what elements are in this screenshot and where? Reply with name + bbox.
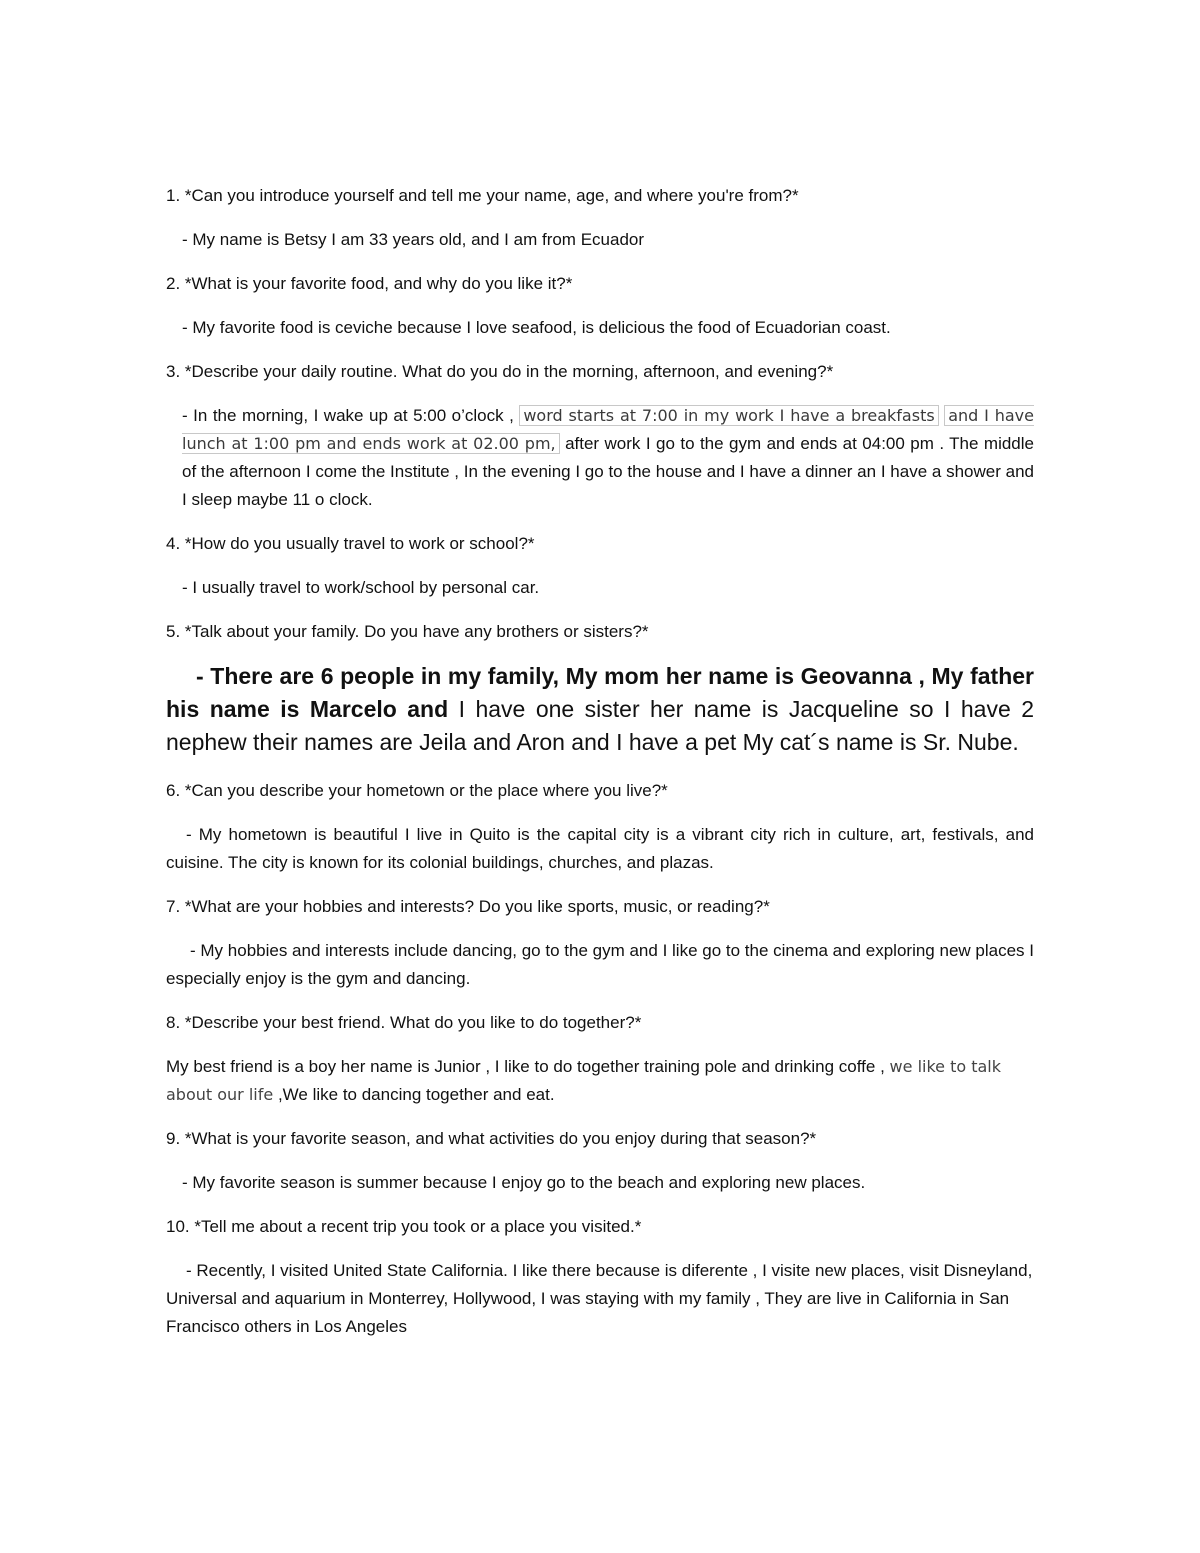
- answer-3: [166, 402, 1034, 514]
- answer-8-part-1: My best friend is a boy her name is Junior , I like to do together training pole and drinking coffe ,: [166, 1057, 885, 1076]
- answer-10-text: - Recently, I visited United State California. I like there because is diferente , I visite new places, visit Disneyland, Universal and aquarium in Monterrey, Hollywood, I was staying with my family , They are live in California in San Francisco others in Los Angeles: [166, 1261, 1033, 1336]
- answer-6: [166, 821, 1034, 877]
- answer-2: - My favorite food is ceviche because I love seafood, is delicious the food of Ecuadorian coast.: [182, 318, 891, 337]
- question-6: 6. *Can you describe your hometown or the place where you live?*: [166, 781, 668, 800]
- question-3: 3. *Describe your daily routine. What do you do in the morning, afternoon, and evening?*: [166, 362, 834, 381]
- question-2: 2. *What is your favorite food, and why do you like it?*: [166, 274, 573, 293]
- question-4: 4. *How do you usually travel to work or school?*: [166, 534, 535, 553]
- question-9: 9. *What is your favorite season, and what activities do you enjoy during that season?*: [166, 1129, 817, 1148]
- document-body: [166, 182, 1034, 1357]
- answer-4: - I usually travel to work/school by personal car.: [182, 578, 540, 597]
- answer-5-bold-part: - There are 6 people in my family, My mom her name is Geovanna , My father his name is Marcelo and: [166, 663, 1034, 722]
- answer-5: [166, 660, 1034, 759]
- answer-8-highlight: we like to talk about our life: [166, 1057, 1002, 1104]
- question-10: 10. *Tell me about a recent trip you took or a place you visited.*: [166, 1217, 642, 1236]
- answer-1: - My name is Betsy I am 33 years old, and I am from Ecuador: [182, 230, 645, 249]
- answer-7: [166, 937, 1034, 993]
- question-5: 5. *Talk about your family. Do you have any brothers or sisters?*: [166, 622, 649, 641]
- answer-3-part-4: after work I go to the gym and ends at 04:00 pm . The middle of the afternoon I come the Institute , In the evening I go to the house and I have a dinner an I have a shower and I sleep maybe 11 o clock.: [182, 434, 1034, 509]
- answer-5-normal-part: I have one sister her name is Jacqueline so I have 2 nephew their names are Jeila and Aron and I have a pet My cat´s name is Sr. Nube.: [166, 696, 1034, 755]
- answer-10: [166, 1257, 1034, 1341]
- answer-8: [166, 1053, 1034, 1109]
- answer-8-part-3: ,We like to dancing together and eat.: [277, 1085, 555, 1104]
- answer-7-text: - My hobbies and interests include dancing, go to the gym and I like go to the cinema and exploring new places I especially enjoy is the gym and dancing.: [166, 941, 1034, 988]
- answer-3-part-1: - In the morning, I wake up at 5:00 o’clock ,: [182, 406, 514, 425]
- answer-9: - My favorite season is summer because I enjoy go to the beach and exploring new places.: [182, 1173, 866, 1192]
- answer-3-highlight-2: and I have lunch at 1:00 pm and ends work at 02.00 pm,: [182, 406, 1034, 453]
- answer-3-highlight-1: word starts at 7:00 in my work I have a breakfasts: [519, 405, 938, 426]
- question-7: 7. *What are your hobbies and interests? Do you like sports, music, or reading?*: [166, 897, 770, 916]
- question-8: 8. *Describe your best friend. What do you like to do together?*: [166, 1013, 642, 1032]
- answer-6-text: - My hometown is beautiful I live in Quito is the capital city is a vibrant city rich in culture, art, festivals, and cuisine. The city is known for its colonial buildings, churches, and plazas.: [166, 825, 1034, 872]
- question-1: 1. *Can you introduce yourself and tell me your name, age, and where you're from?*: [166, 186, 799, 205]
